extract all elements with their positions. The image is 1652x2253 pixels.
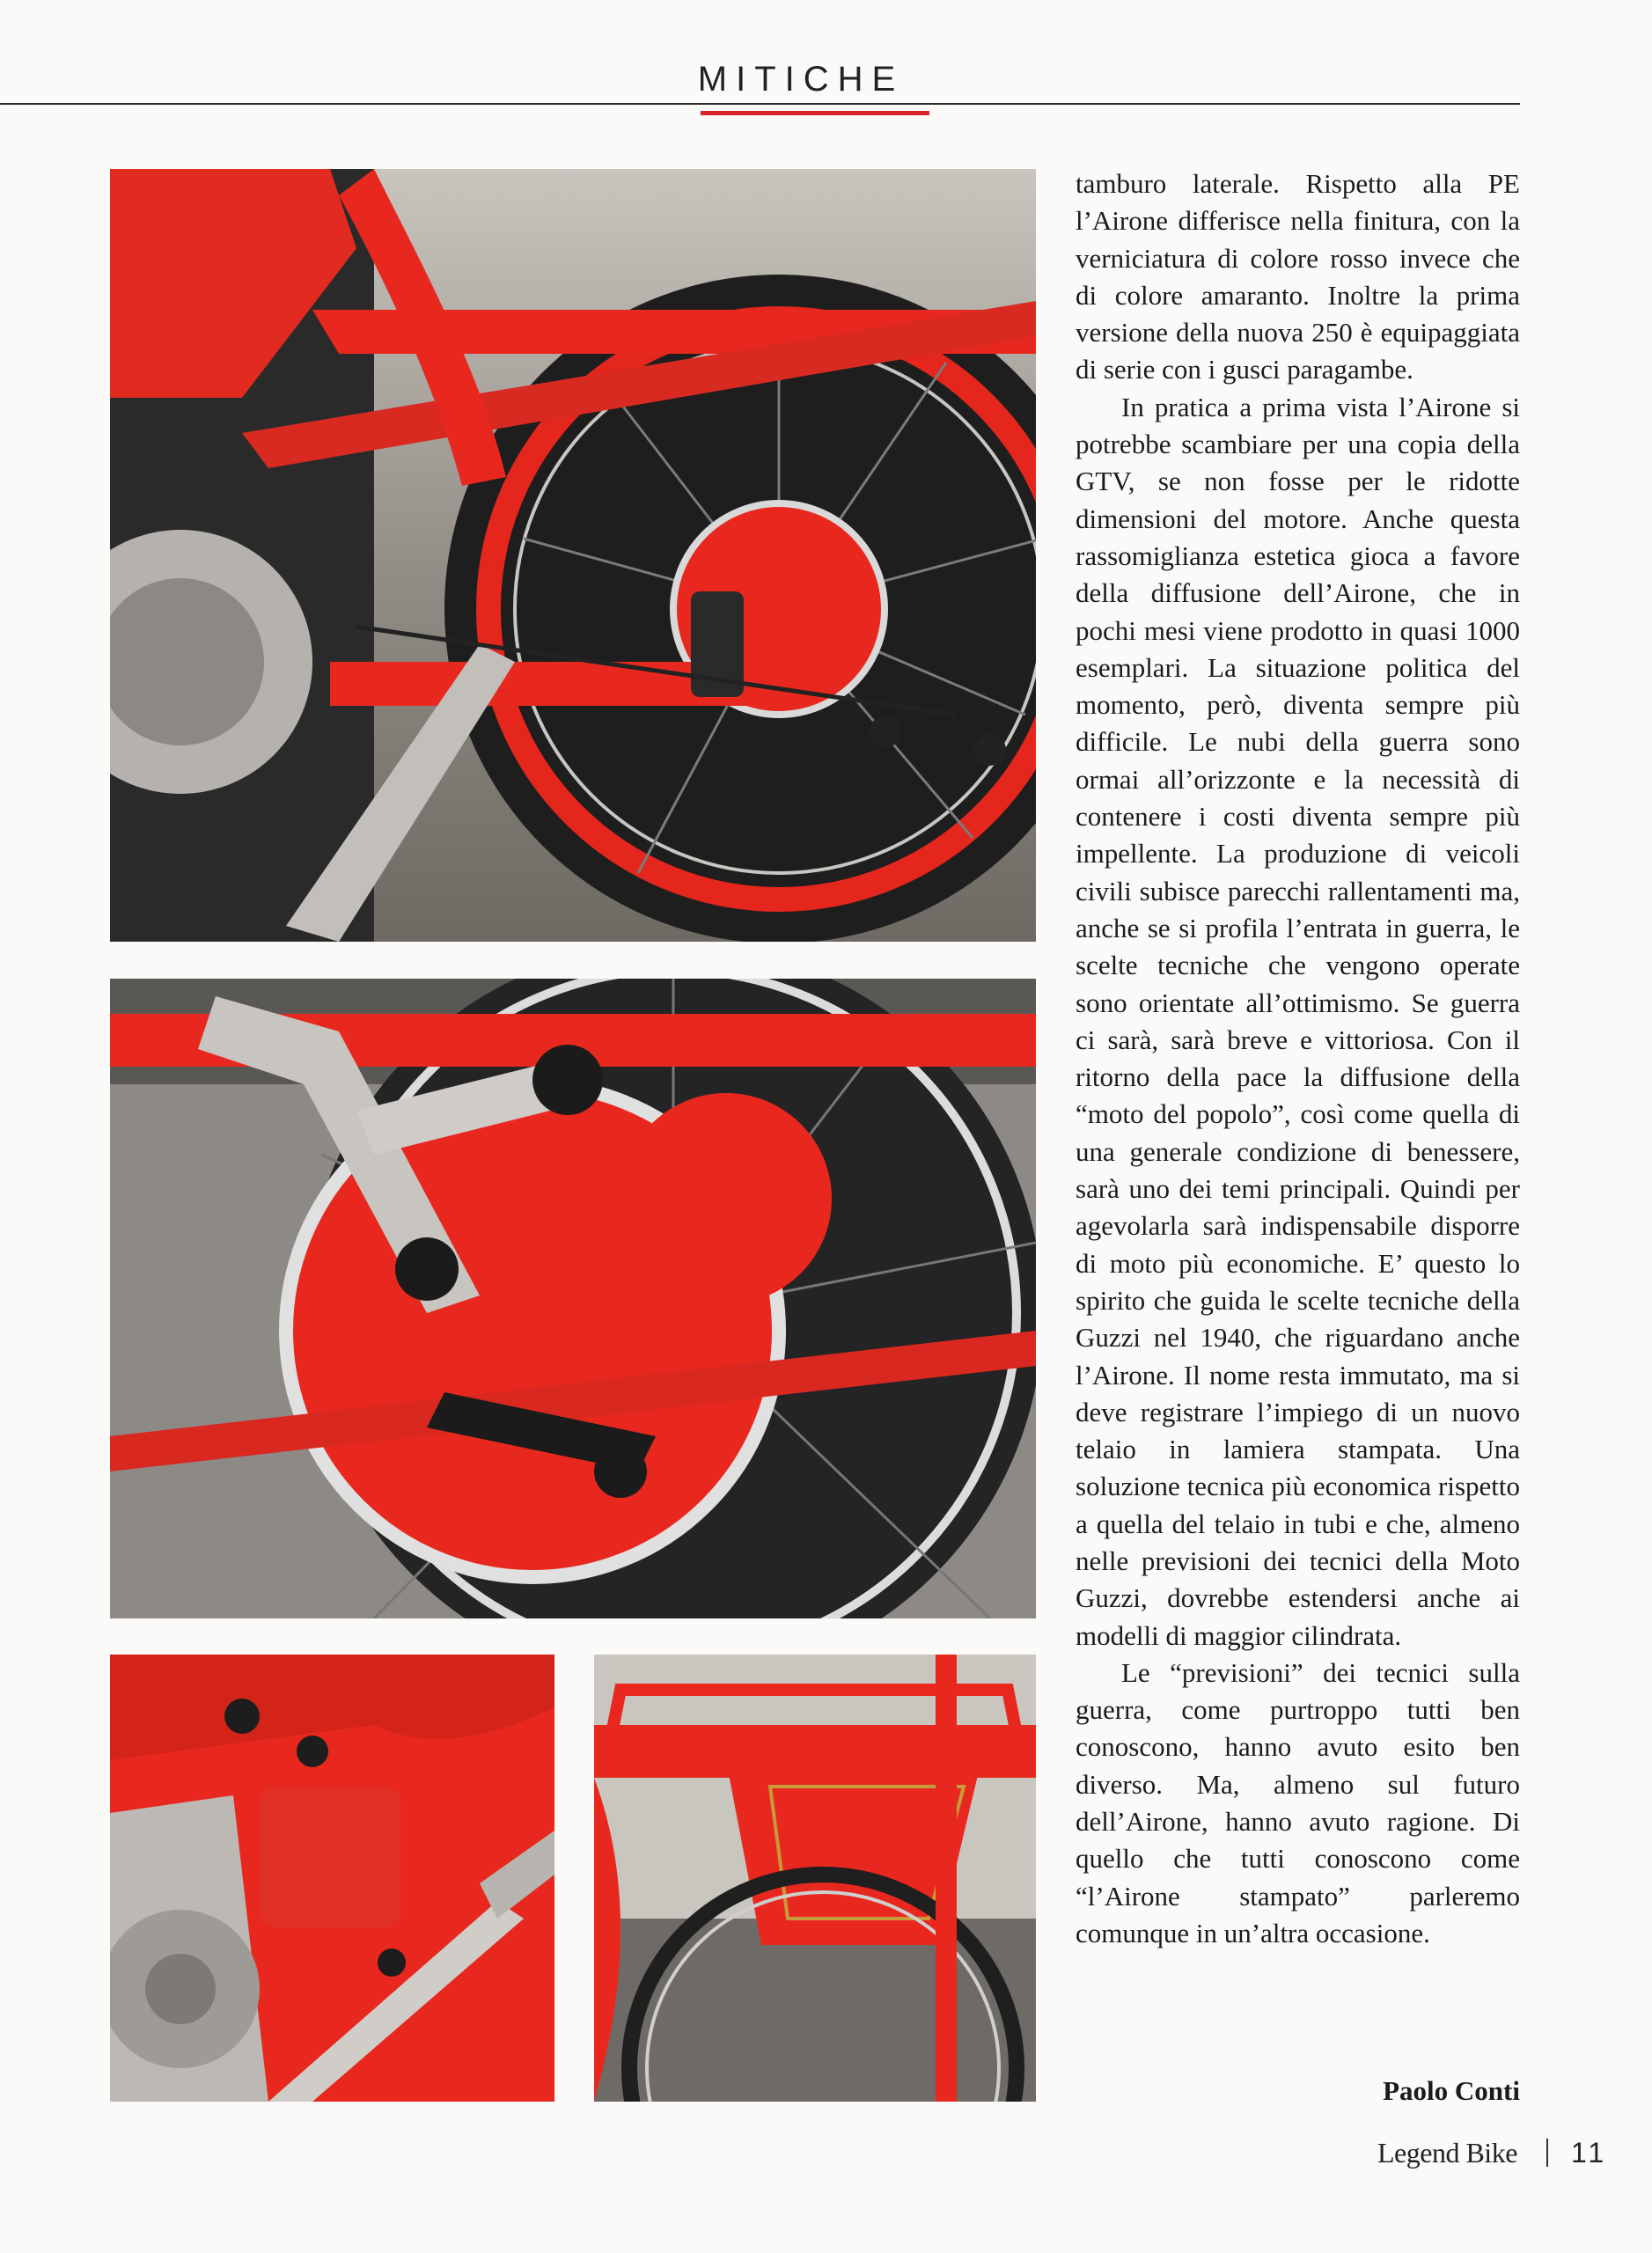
article-paragraph: tamburo laterale. Rispetto alla PE l’Airone differisce nella finitura, con la verniciatura di colore rosso invece che di colore amaranto. Inoltre la prima versione della nuova 250 è equipaggiata di serie con i gusci paragambe. — [1076, 168, 1520, 385]
section-title-underline — [701, 111, 929, 115]
magazine-name: Legend Bike — [1377, 2137, 1517, 2169]
photo-rear-wheel — [110, 169, 1036, 942]
author-byline: Paolo Conti — [1383, 2075, 1520, 2106]
footer-separator — [1546, 2139, 1548, 2167]
article-paragraph: Le “previsioni” dei tecnici sulla guerra, come purtroppo tutti ben conoscono, hanno avuto esito ben diverso. Ma, almeno sul futuro dell’Airone, hanno avuto ragione. Di quello che tutti conoscono come “l’Airone stampato” parleremo comunque in un’altra occasione. — [1076, 1656, 1520, 1948]
article-body — [1076, 165, 1520, 1952]
photo-rack-toolbox — [594, 1655, 1036, 2102]
section-title: MITICHE — [697, 60, 905, 99]
page-number: 11 — [1571, 2137, 1608, 2169]
header-rule — [0, 103, 1520, 105]
article-paragraph: In pratica a prima vista l’Airone si potrebbe scambiare per una copia della GTV, se non fosse per le ridotte dimensioni del motore. Anche questa rassomiglianza estetica gioca a favore della diffusione dell’Airone, che in pochi mesi viene prodotto in quasi 1000 esemplari. La situazione politica del momento, però, diventa sempre più difficile. Le nubi della guerra sono ormai all’orizzonte e la necessità di contenere i costi diventa sempre più impellente. La produzione di veicoli civili subisce parecchi rallentamenti ma, anche se si profila l’entrata in guerra, le scelte tecniche che vengono operate sono orientate all’ottimismo. Se guerra ci sarà, sarà breve e vittoriosa. Con il ritorno della pace la diffusione della “moto del popolo”, così come quella di una generale condizione di benessere, sarà uno dei temi principali. Quindi per agevolarla sarà indispensabile disporre di moto più economiche. E’ questo lo spirito che guida le scelte tecniche della Guzzi nel 1940, che riguardano anche l’Airone. Il nome resta immutato, ma si deve registrare l’impiego di un nuovo telaio in lamiera stampata. Una soluzione tecnica più economica rispetto a quella del telaio in tubi e che, almeno nelle previsioni dei tecnici della Moto Guzzi, dovrebbe estendersi anche ai modelli di maggior cilindrata. — [1076, 391, 1520, 1651]
photo-rear-hub — [110, 979, 1036, 1618]
photo-engine-detail — [110, 1655, 554, 2102]
